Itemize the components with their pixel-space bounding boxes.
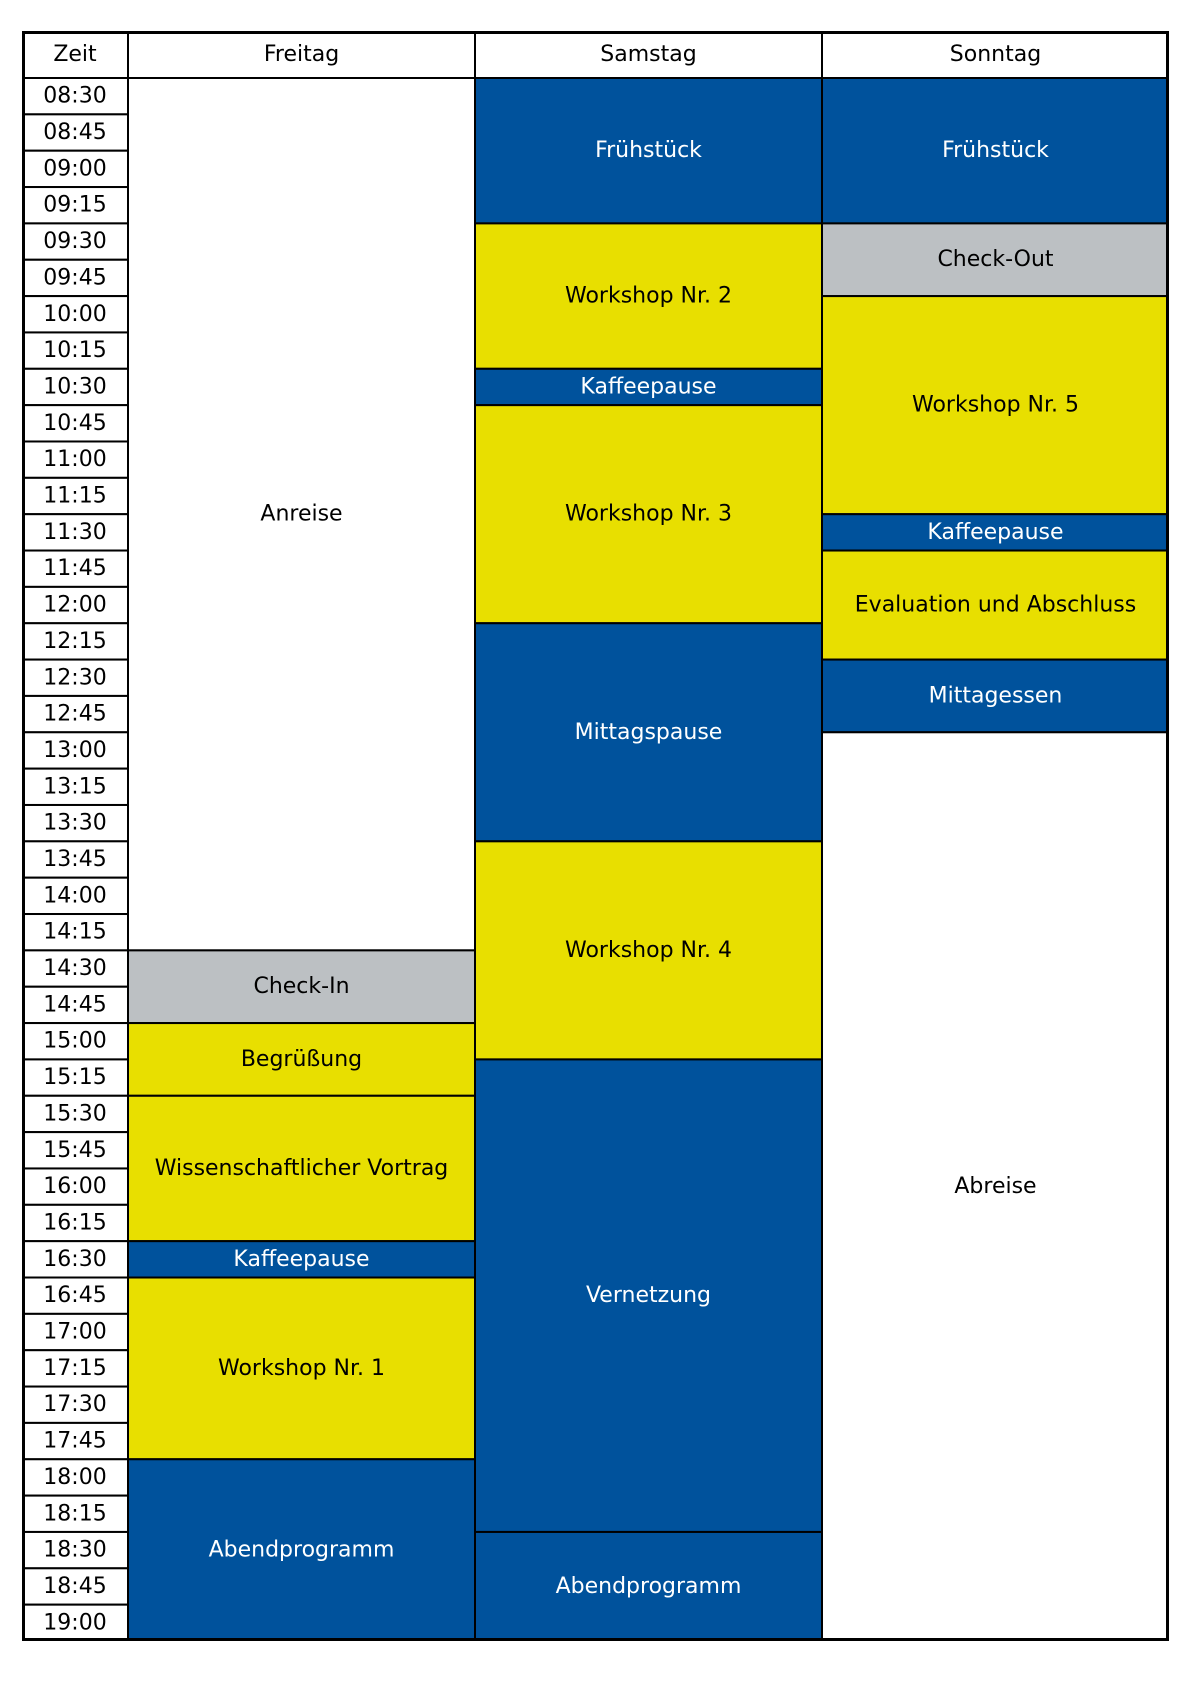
time-label: 12:30 [43,665,107,691]
time-label: 13:00 [43,737,107,763]
schedule-block-label: Workshop Nr. 5 [912,392,1079,418]
time-label: 11:15 [43,483,107,509]
time-label: 09:45 [43,265,107,291]
time-label: 10:45 [43,410,107,436]
time-label: 13:15 [43,774,107,800]
time-label: 10:15 [43,338,107,364]
schedule-block-label: Abreise [954,1174,1037,1200]
time-label: 14:00 [43,883,107,909]
schedule-block-label: Check-Out [937,247,1054,273]
header-day-label: Freitag [263,42,340,67]
schedule-block-label: Kaffeepause [580,374,717,400]
schedule-block-label: Begrüßung [240,1046,363,1072]
schedule-block-label: Mittagessen [928,683,1063,709]
time-label: 15:00 [43,1028,107,1054]
time-label: 12:45 [43,701,107,727]
time-label: 17:15 [43,1355,107,1381]
header-day-label: Sonntag [949,42,1042,67]
time-label: 16:45 [43,1283,107,1309]
time-label: 14:30 [43,956,107,982]
time-label: 16:00 [43,1174,107,1200]
schedule-block-label: Check-In [253,974,350,1000]
time-label: 15:45 [43,1137,107,1163]
time-label: 08:30 [43,83,107,109]
time-label: 16:15 [43,1210,107,1236]
time-label: 11:45 [43,556,107,582]
schedule-block-label: Kaffeepause [233,1246,370,1272]
schedule-block-label: Frühstück [595,138,702,164]
schedule-grid [22,31,1169,1641]
schedule-block-label: Workshop Nr. 2 [565,283,732,309]
time-label: 17:45 [43,1428,107,1454]
time-label: 14:45 [43,992,107,1018]
time-label: 14:15 [43,919,107,945]
schedule-block-label: Workshop Nr. 3 [565,501,732,527]
time-label: 12:00 [43,592,107,618]
schedule-block-label: Anreise [260,501,343,527]
time-label: 18:45 [43,1573,107,1599]
schedule-table [22,31,1169,1641]
header-time-label: Zeit [53,42,97,67]
schedule-block-label: Workshop Nr. 4 [565,937,732,963]
time-label: 10:30 [43,374,107,400]
schedule-block-label: Kaffeepause [927,519,1064,545]
time-label: 13:30 [43,810,107,836]
time-label: 18:30 [43,1537,107,1563]
time-label: 17:30 [43,1392,107,1418]
time-label: 18:00 [43,1464,107,1490]
time-label: 18:15 [43,1501,107,1527]
time-label: 15:15 [43,1065,107,1091]
time-label: 15:30 [43,1101,107,1127]
time-label: 09:30 [43,229,107,255]
time-label: 09:15 [43,192,107,218]
time-label: 11:30 [43,519,107,545]
header-day-label: Samstag [600,42,697,67]
time-label: 17:00 [43,1319,107,1345]
time-label: 13:45 [43,847,107,872]
time-label: 12:15 [43,628,107,654]
time-label: 09:00 [43,156,107,182]
schedule-block-label: Vernetzung [585,1283,712,1309]
schedule-block-label: Abendprogramm [208,1537,395,1563]
schedule-block-label: Workshop Nr. 1 [218,1355,385,1381]
time-label: 11:00 [43,447,107,473]
time-label: 08:45 [43,120,107,146]
time-label: 16:30 [43,1246,107,1272]
time-label: 19:00 [43,1610,107,1636]
schedule-block-label: Abendprogramm [555,1573,742,1599]
time-label: 10:00 [43,301,107,327]
schedule-block-label: Wissenschaftlicher Vortrag [154,1155,449,1181]
schedule-block-label: Frühstück [942,138,1049,164]
schedule-block-label: Evaluation und Abschluss [854,592,1137,618]
schedule-block-label: Mittagspause [574,719,723,745]
